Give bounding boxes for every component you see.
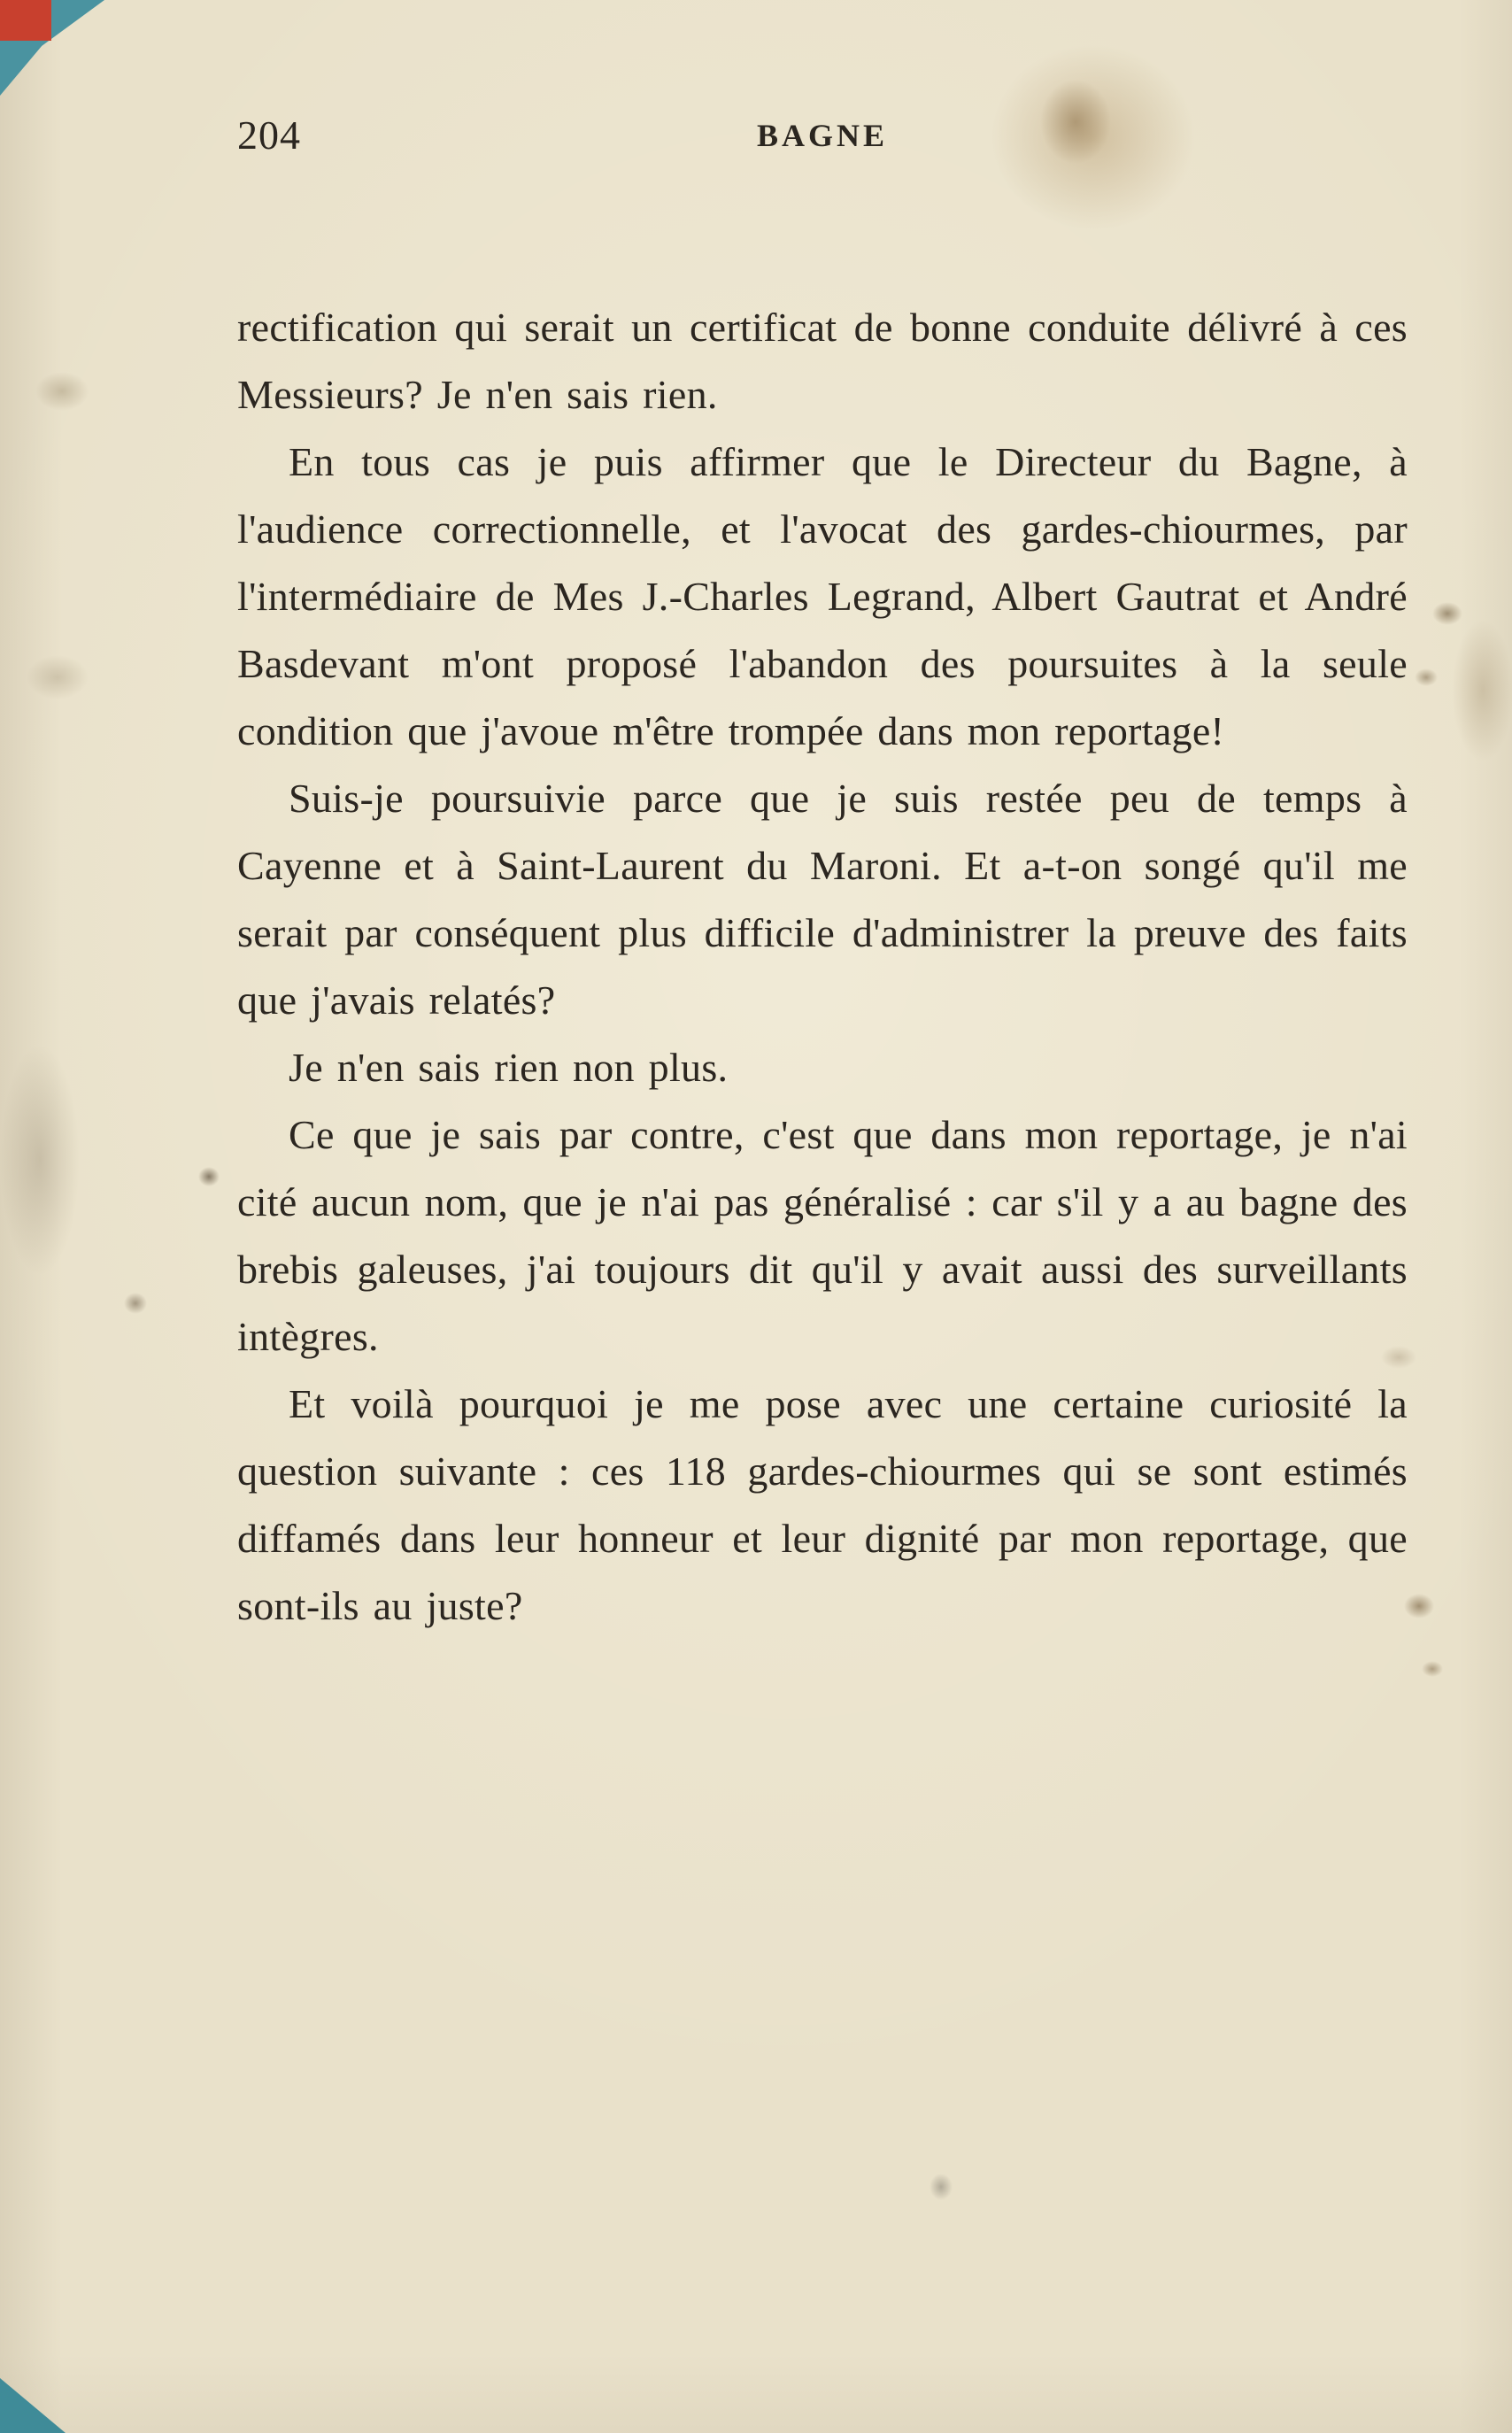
paragraph: Je n'en sais rien non plus. (289, 1045, 729, 1090)
text-block (237, 294, 1408, 1640)
paper-stain (0, 1045, 80, 1275)
paragraph: Suis-je poursuivie parce que je suis restée peu de temps à Cayenne et à Saint-Laurent du Maroni. Et a-t-on songé qu'il me serait par conséquent plus difficile d'administrer la preuve des faits que j'avais relatés? (237, 776, 1408, 1023)
page-header (237, 112, 1408, 165)
paper-stain (198, 1167, 220, 1186)
paper-stain (1432, 602, 1462, 625)
paper-stain (1422, 1661, 1443, 1677)
cover-corner-red-patch (0, 0, 51, 41)
cover-corner-bottom-left (0, 2378, 66, 2433)
running-head: BAGNE (756, 118, 889, 153)
page-number: 204 (237, 112, 301, 158)
paragraph: rectification qui serait un certificat de bonne conduite délivré à ces Messieurs? Je n'en sais rien. (237, 305, 1408, 417)
paper-stain (1404, 1594, 1434, 1618)
paper-stain (27, 655, 89, 699)
paper-stain (930, 2174, 953, 2200)
paper-stain (1452, 620, 1512, 761)
paragraph: Et voilà pourquoi je me pose avec une certaine curiosité la question suivante : ces 118 gardes-chiourmes qui se sont estimés diffamés dans leur honneur et leur dignité par mon reportage, que sont-ils au juste? (237, 1381, 1408, 1628)
paper-stain (35, 372, 89, 411)
paragraph: Ce que je sais par contre, c'est que dans mon reportage, je n'ai cité aucun nom, que je n'ai pas généralisé : car s'il y a au bagne des brebis galeuses, j'ai toujours dit qu'il y avait aussi des surveillants intègres. (237, 1112, 1408, 1359)
paper-stain (124, 1293, 147, 1314)
paragraph: En tous cas je puis affirmer que le Directeur du Bagne, à l'audience correctionnelle, et l'avocat des gardes-chiourmes, par l'intermédiaire de Mes J.-Charles Legrand, Albert Gautrat et André Basdevant m'ont proposé l'abandon des poursuites à la seule condition que j'avoue m'être trompée dans mon reportage! (237, 439, 1408, 753)
paper-stain (1415, 668, 1438, 686)
